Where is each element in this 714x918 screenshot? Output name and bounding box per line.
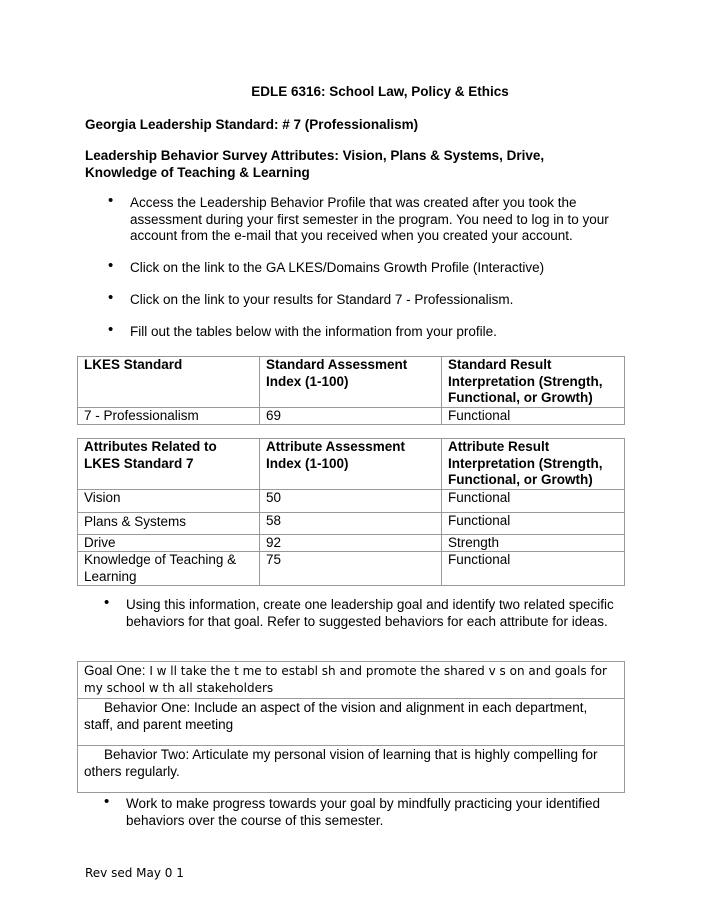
attributes-heading: Leadership Behavior Survey Attributes: Vision, Plans & Systems, Drive, Knowledge of Teaching & Learning xyxy=(85,148,545,180)
bullet-text: Work to make progress towards your goal by mindfully practicing your identified behaviors over the course of this semester. xyxy=(126,796,600,828)
table-row xyxy=(78,407,625,425)
bullet-item xyxy=(108,192,635,245)
bullet-icon: • xyxy=(108,257,114,274)
table-row xyxy=(78,489,625,512)
table-cell: Drive xyxy=(78,534,260,552)
behavior-two-text: Behavior Two: Articulate my personal vision of learning that is highly compelling for others regularly. xyxy=(84,747,598,779)
table-header-row xyxy=(78,439,625,490)
table-cell: Strength xyxy=(442,534,625,552)
page-footer: Rev sed May 0 1 xyxy=(85,866,184,880)
table-row xyxy=(78,534,625,552)
table-cell: 7 - Professionalism xyxy=(78,407,260,425)
bullet-text: Click on the link to your results for Standard 7 - Professionalism. xyxy=(130,292,514,307)
bullet-icon: • xyxy=(108,289,114,306)
bullet-icon: • xyxy=(108,321,114,338)
bullet-text: Access the Leadership Behavior Profile that was created after you took the assessment during your first semester in the program. You need to log in to your account from the e-mail that you received when you created your account. xyxy=(130,195,609,243)
goal-one-row xyxy=(78,662,624,699)
bullet-item xyxy=(108,257,635,277)
table-header-cell: Attribute Result Interpretation (Strength, Functional, or Growth) xyxy=(442,439,625,490)
bullet-icon: • xyxy=(104,594,110,611)
standard-heading: Georgia Leadership Standard: # 7 (Professionalism) xyxy=(85,117,419,132)
table-header-row xyxy=(78,357,625,408)
bullet-item xyxy=(108,321,635,341)
table-row xyxy=(78,512,625,534)
bullet-item xyxy=(108,289,635,309)
table-cell: Knowledge of Teaching & Learning xyxy=(78,552,260,586)
bullet-item xyxy=(104,793,631,829)
table-cell: Plans & Systems xyxy=(78,512,260,534)
bullet-icon: • xyxy=(104,793,110,810)
table-cell: Functional xyxy=(442,489,625,512)
table-cell: 58 xyxy=(260,512,442,534)
attribute-table xyxy=(77,438,625,586)
bullet-text: Click on the link to the GA LKES/Domains Growth Profile (Interactive) xyxy=(130,260,545,275)
table-cell: 92 xyxy=(260,534,442,552)
table-header-cell: Standard Assessment Index (1-100) xyxy=(260,357,442,408)
behavior-one-text: Behavior One: Include an aspect of the vision and alignment in each department, staff, and parent meeting xyxy=(84,700,588,732)
table-row xyxy=(78,552,625,586)
goal-box xyxy=(77,661,625,793)
behavior-one-row xyxy=(78,699,624,746)
bullet-text: Fill out the tables below with the information from your profile. xyxy=(130,324,497,339)
bullet-text: Using this information, create one leadership goal and identify two related specific behaviors for that goal. Refer to suggested behaviors for each attribute for ideas. xyxy=(126,597,614,629)
behavior-two-row xyxy=(78,746,624,792)
table-header-cell: Standard Result Interpretation (Strength, Functional, or Growth) xyxy=(442,357,625,408)
table-cell: Functional xyxy=(442,512,625,534)
standard-table xyxy=(77,356,625,425)
table-cell: Functional xyxy=(442,407,625,425)
table-cell: Functional xyxy=(442,552,625,586)
table-header-cell: Attributes Related to LKES Standard 7 xyxy=(78,439,260,490)
table-cell: 50 xyxy=(260,489,442,512)
bullet-icon: • xyxy=(108,192,114,209)
course-title: EDLE 6316: School Law, Policy & Ethics xyxy=(251,84,509,99)
table-header-cell: LKES Standard xyxy=(78,357,260,408)
goal-one-text: I w ll take the t me to establ sh and promote the shared v s on and goals for my school w th all stakeholders xyxy=(84,664,607,695)
bullet-item xyxy=(104,594,631,630)
table-header-cell: Attribute Assessment Index (1-100) xyxy=(260,439,442,490)
table-cell: Vision xyxy=(78,489,260,512)
table-cell: 75 xyxy=(260,552,442,586)
table-cell: 69 xyxy=(260,407,442,425)
goal-one-label: Goal One: xyxy=(84,663,146,678)
